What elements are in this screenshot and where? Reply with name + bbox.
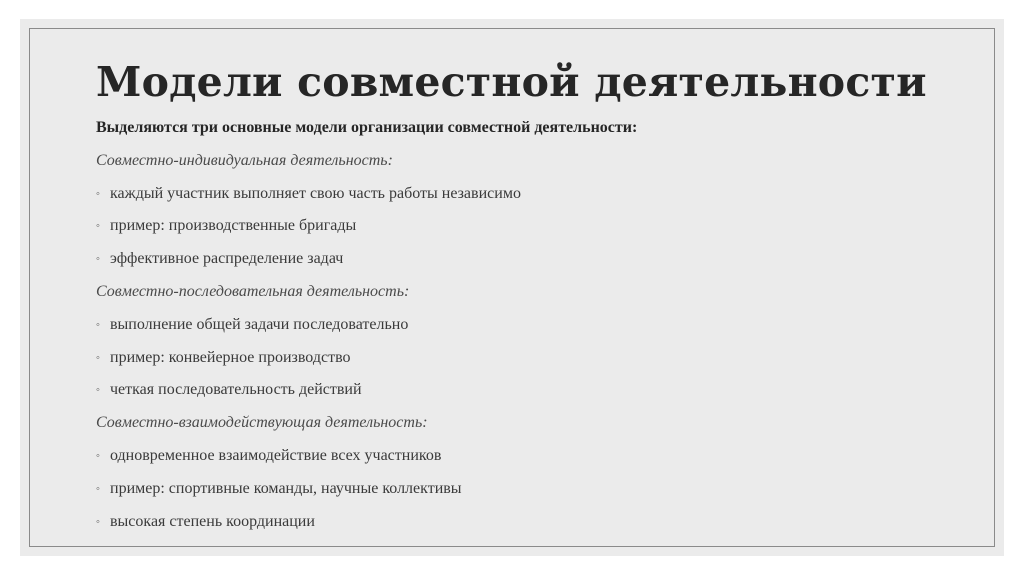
section-heading-sequential: Совместно-последовательная деятельность: [96,282,410,300]
list-item [96,247,956,280]
list-item-text: пример: спортивные команды, научные коллективы [110,479,462,497]
section-heading-individual: Совместно-индивидуальная деятельность: [96,151,393,169]
list-item-text: выполнение общей задачи последовательно [110,315,409,333]
bullet-icon: ◦ [96,351,100,364]
bullet-icon: ◦ [96,187,100,200]
slide-title: Модели совместной деятельности [96,58,927,106]
bullet-icon: ◦ [96,220,100,233]
list-item-text: каждый участник выполняет свою часть работы независимо [110,184,521,202]
list-item-text: пример: производственные бригады [110,217,357,235]
list-item [96,510,956,543]
list-item [96,182,956,215]
list-item [96,346,956,379]
list-item [96,313,956,346]
list-item [96,378,956,411]
slide-content [96,116,956,542]
list-item-text: четкая последовательность действий [110,381,362,399]
list-item-text: эффективное распределение задач [110,250,344,268]
bullet-icon: ◦ [96,482,100,495]
bullet-icon: ◦ [96,318,100,331]
bullet-icon: ◦ [96,384,100,397]
intro-text: Выделяются три основные модели организации совместной деятельности: [96,119,638,136]
section-heading-interactive: Совместно-взаимодействующая деятельность: [96,414,428,432]
list-item [96,477,956,510]
bullet-icon: ◦ [96,253,100,266]
bullet-icon: ◦ [96,449,100,462]
list-item-text: пример: конвейерное производство [110,348,351,366]
list-item-text: высокая степень координации [110,512,315,530]
list-item [96,214,956,247]
bullet-icon: ◦ [96,515,100,528]
list-item [96,444,956,477]
list-item-text: одновременное взаимодействие всех участников [110,446,442,464]
